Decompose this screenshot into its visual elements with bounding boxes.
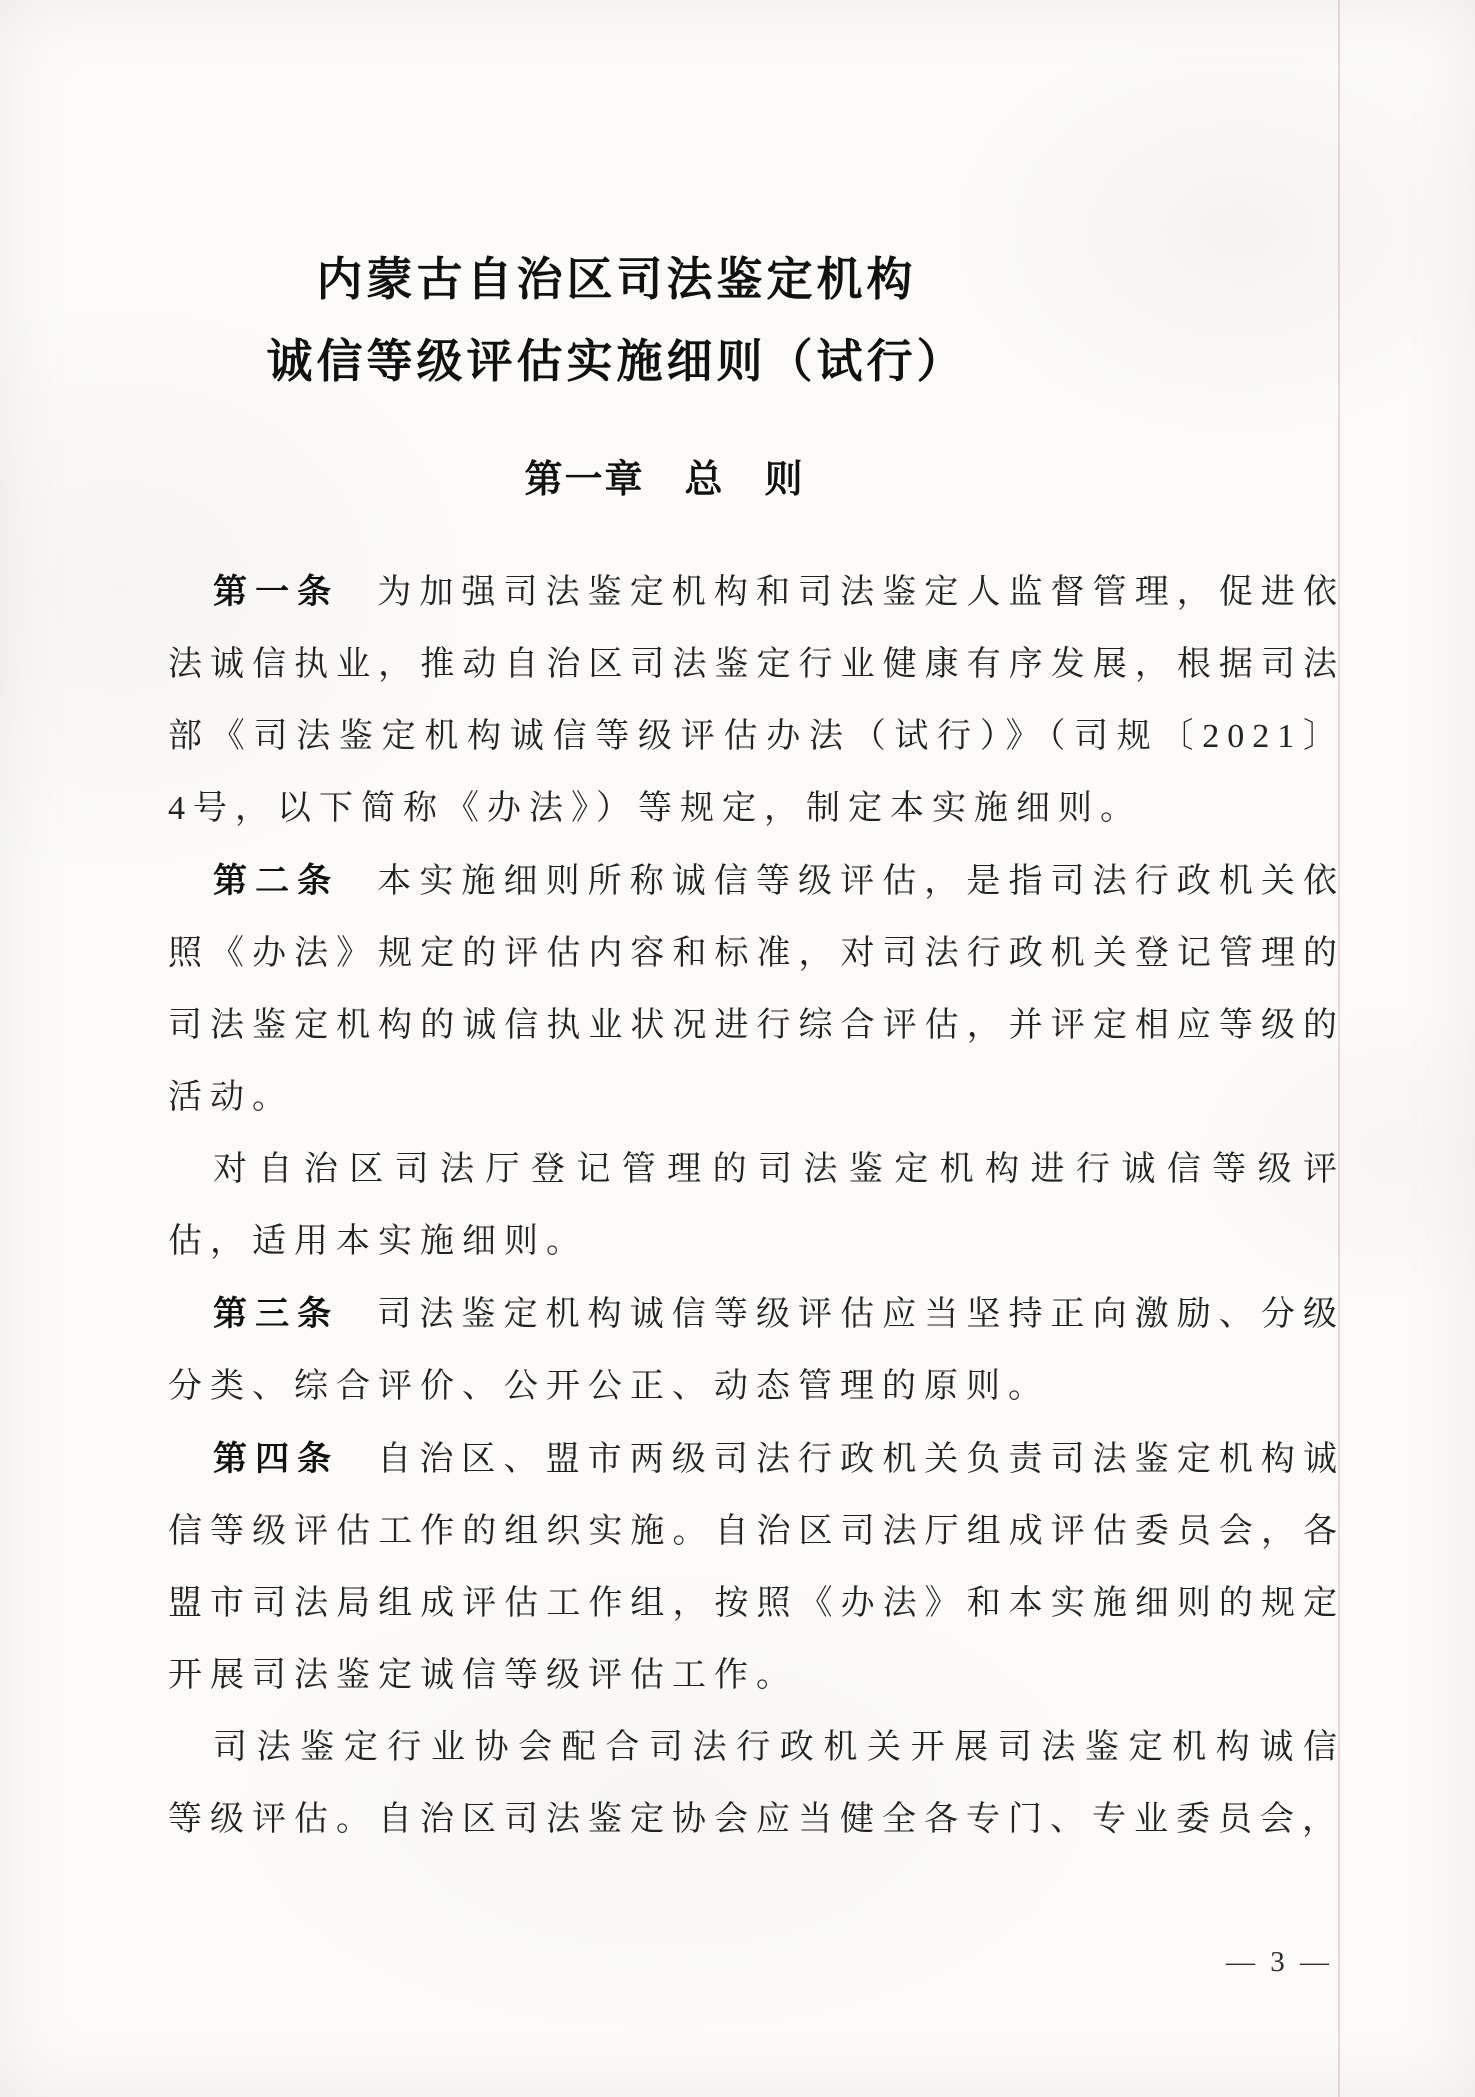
paragraph-article-3 bbox=[168, 1278, 1345, 1423]
paragraph-text: 司法鉴定机构诚信等级评估应当坚持正向激励、分级分类、综合评价、公开公正、动态管理的原则。 bbox=[168, 1296, 1346, 1405]
paragraph-text: 司法鉴定行业协会配合司法行政机关开展司法鉴定机构诚信等级评估。自治区司法鉴定协会应当健全各专门、专业委员会， bbox=[168, 1729, 1345, 1838]
chapter-heading: 第一章 总 则 bbox=[524, 459, 805, 501]
document-title bbox=[28, 0, 1205, 402]
paragraph-text: 为加强司法鉴定机构和司法鉴定人监督管理，促进依法诚信执业，推动自治区司法鉴定行业健康有序发展，根据司法部《司法鉴定机构诚信等级评估办法（试行）》（司规〔2021〕4号，以下简称《办法》）等规定，制定本实施细则。 bbox=[168, 574, 1346, 827]
paragraph-text: 对自治区司法厅登记管理的司法鉴定机构进行诚信等级评估，适用本实施细则。 bbox=[168, 1151, 1345, 1260]
paragraph-article-4 bbox=[168, 1423, 1345, 1712]
document-body bbox=[168, 556, 1345, 1856]
paragraph-text: 本实施细则所称诚信等级评估，是指司法行政机关依照《办法》规定的评估内容和标准，对司法行政机关登记管理的司法鉴定机构的诚信执业状况进行综合评估，并评定相应等级的活动。 bbox=[168, 863, 1346, 1116]
paragraph-text: 自治区、盟市两级司法行政机关负责司法鉴定机构诚信等级评估工作的组织实施。自治区司法厅组成评估委员会，各盟市司法局组成评估工作组，按照《办法》和本实施细则的规定开展司法鉴定诚信等级评估工作。 bbox=[168, 1441, 1346, 1694]
document-content bbox=[168, 0, 1345, 1856]
paragraph-article-4-continued bbox=[168, 1712, 1345, 1856]
article-number: 第四条 bbox=[213, 1440, 340, 1478]
article-number: 第二条 bbox=[213, 862, 340, 900]
title-line-2: 诚信等级评估实施细则（试行） bbox=[266, 335, 967, 387]
page-number: — 3 — bbox=[1226, 1946, 1333, 1978]
paragraph-article-2 bbox=[168, 845, 1345, 1134]
paragraph-article-2-continued bbox=[168, 1134, 1345, 1278]
title-line-1: 内蒙古自治区司法鉴定机构 bbox=[316, 253, 917, 305]
paragraph-article-1 bbox=[168, 556, 1345, 845]
article-number: 第一条 bbox=[213, 573, 340, 611]
article-number: 第三条 bbox=[213, 1295, 340, 1333]
